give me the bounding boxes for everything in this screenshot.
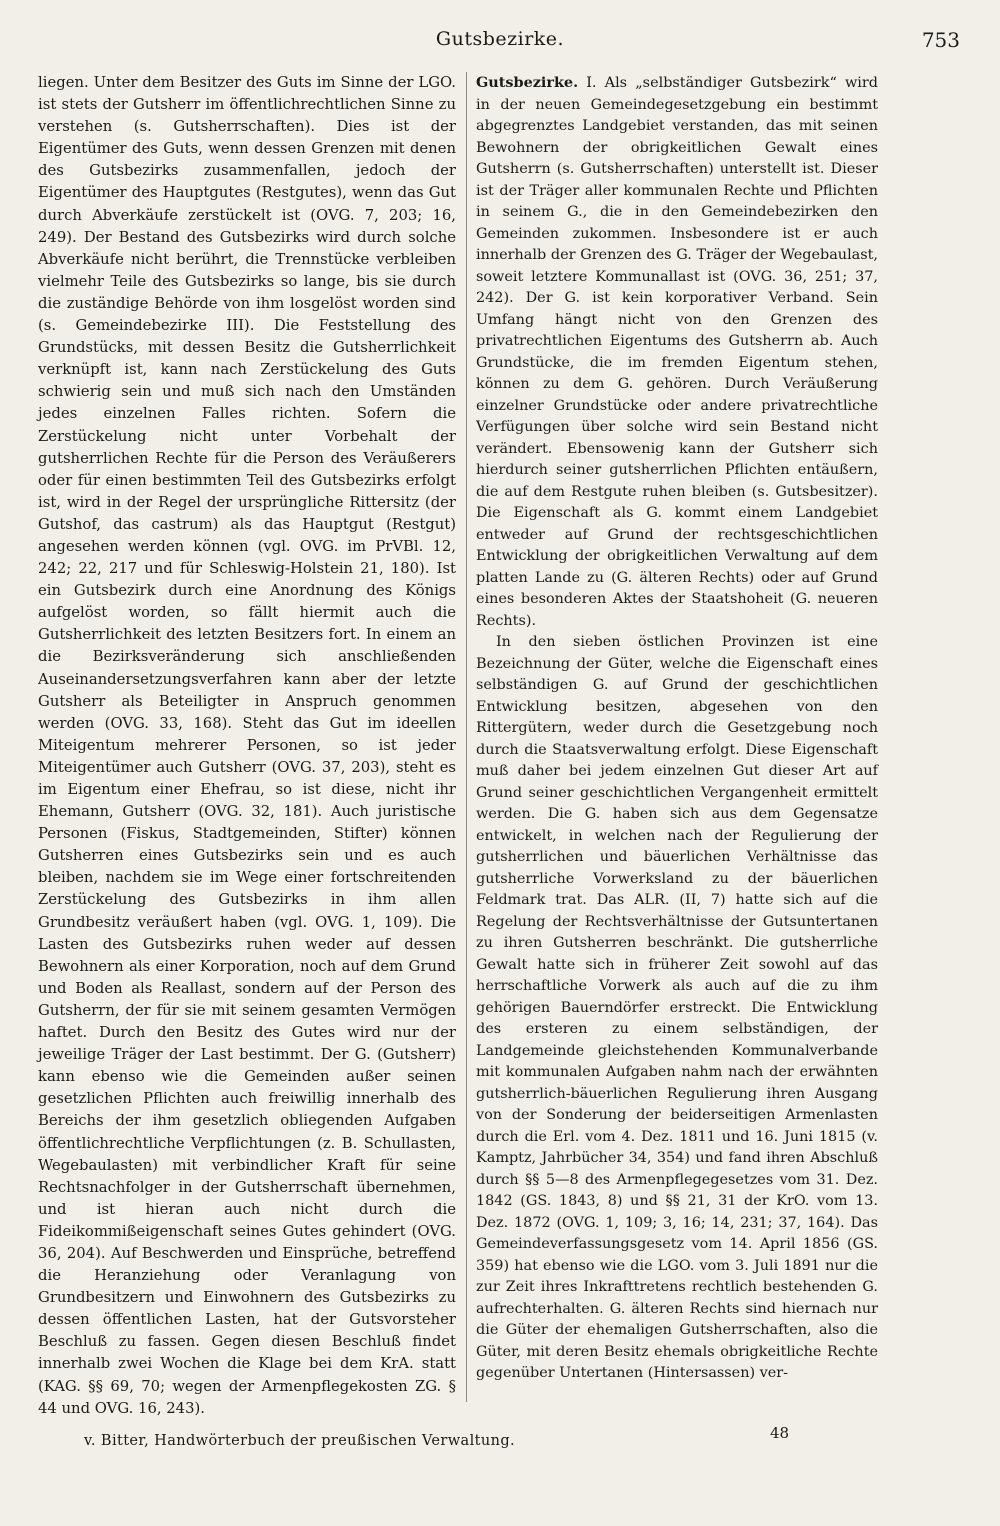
running-title: Gutsbezirke. bbox=[435, 28, 565, 50]
signature-mark: 48 bbox=[770, 1424, 790, 1442]
left-column bbox=[38, 72, 456, 1420]
left-paragraph: liegen. Unter dem Besitzer des Guts im Sinne der LGO. ist stets der Gutsherr im öffentlichrechtlichen Sinne zu verstehen (s. Gutsherrschaften). Dies ist der Eigentümer des Guts, wenn dessen Grenzen mit denen des Gutsbezirks zusammenfallen, jedoch der Eigentümer des Hauptgutes (Restgutes), wenn das Gut durch Abverkäufe zerstückelt ist (OVG. 7, 203; 16, 249). Der Bestand des Gutsbezirks wird durch solche Abverkäufe nicht berührt, die Trennstücke verbleiben vielmehr Teile des Gutsbezirks so lange, bis sie durch die zuständige Behörde von ihm losgelöst worden sind (s. Gemeindebezirke III). Die Feststellung des Grundstücks, mit dessen Besitz die Gutsherrlichkeit verknüpft ist, kann nach Zerstückelung des Guts schwierig sein und muß sich nach den Umständen jedes einzelnen Falles richten. Sofern die Zerstückelung nicht unter Vorbehalt der gutsherrlichen Rechte für die Person des Veräußerers oder für einen bestimmten Teil des Gutsbezirks erfolgt ist, wird in der Regel der ursprüngliche Rittersitz (der Gutshof, das castrum) als das Hauptgut (Restgut) angesehen werden können (vgl. OVG. im PrVBl. 12, 242; 22, 217 und für Schleswig-Holstein 21, 180). Ist ein Gutsbezirk durch eine Anordnung des Königs aufgelöst worden, so fällt hiermit auch die Gutsherrlichkeit des letzten Besitzers fort. In einem an die Bezirksveränderung sich anschließenden Auseinandersetzungsverfahren kann aber der letzte Gutsherr als Beteiligter in Anspruch genommen werden (OVG. 33, 168). Steht das Gut im ideellen Miteigentum mehrerer Personen, so ist jeder Miteigentümer auch Gutsherr (OVG. 37, 203), steht es im Eigentum einer Ehefrau, so ist diese, nicht ihr Ehemann, Gutsherr (OVG. 32, 181). Auch juristische Personen (Fiskus, Stadtgemeinden, Stifter) können Gutsherren eines Gutsbezirks sein und es auch bleiben, nachdem sie im Wege einer fortschreitenden Zerstückelung des Gutsbezirks in ihm allen Grundbesitz veräußert haben (vgl. OVG. 1, 109). Die Lasten des Gutsbezirks ruhen weder auf dessen Bewohnern als einer Korporation, noch auf dem Grund und Boden als Reallast, sondern auf der Person des Gutsherrn, der für sie mit seinem gesamten Vermögen haftet. Durch den Besitz des Gutes wird nur der jeweilige Träger der Last bestimmt. Der G. (Gutsherr) kann ebenso wie die Gemeinden außer seinen gesetzlichen Pflichten auch freiwillig innerhalb des Bereichs der ihm gesetzlich obliegenden Aufgaben öffentlichrechtliche Verpflichtungen (z. B. Schullasten, Wegebaulasten) mit verbindlicher Kraft für seine Rechtsnachfolger in der Gutsherrschaft übernehmen, und ist hieran auch nicht durch die Fideikommißeigenschaft seines Gutes gehindert (OVG. 36, 204). Auf Beschwerden und Einsprüche, betreffend die Heranziehung oder Veranlagung von Grundbesitzern und Einwohnern des Gutsbezirks zu dessen öffentlichen Lasten, hat der Gutsvorsteher Beschluß zu fassen. Gegen diesen Beschluß findet innerhalb zwei Wochen die Klage bei dem KrA. statt (KAG. §§ 69, 70; wegen der Armenpflegekosten ZG. § 44 und OVG. 16, 243). bbox=[38, 74, 456, 1417]
column-divider bbox=[466, 72, 467, 1402]
entry-intro-text: I. Als „selbständiger Gutsbezirk“ wird in der neuen Gemeindegesetzgebung ein bestimmt abgegrenztes Landgebiet verstanden, das mit seinen Bewohnern der obrigkeitlichen Gewalt eines Gutsherrn (s. Gutsherrschaften) unterstellt ist. Dieser ist der Träger aller kommunalen Rechte und Pflichten in seinem G., die in den Gemeindebezirken den Gemeinden zukommen. Insbesondere ist er auch innerhalb der Grenzen des G. Träger der Wegebaulast, soweit letztere Kommunallast ist (OVG. 36, 251; 37, 242). Der G. ist kein korporativer Verband. Sein Umfang hängt nicht von den Grenzen des privatrechtlichen Eigentums des Gutsherrn ab. Auch Grundstücke, die im fremden Eigentum stehen, können zu dem G. gehören. Durch Veräußerung einzelner Grundstücke oder andere privatrechtliche Verfügungen über solche wird sein Bestand nicht verändert. Ebensowenig kann der Gutsherr sich hierdurch seiner gutsherrlichen Pflichten entäußern, die auf dem Restgute ruhen bleiben (s. Gutsbesitzer). Die Eigenschaft als G. kommt einem Landgebiet entweder auf Grund der rechtsgeschichtlichen Entwicklung der obrigkeitlichen Verwaltung auf dem platten Lande zu (G. älteren Rechts) oder auf Grund eines besonderen Aktes der Staatshoheit (G. neueren Rechts). bbox=[476, 75, 878, 629]
entry-lemma: Gutsbezirke. bbox=[476, 74, 579, 91]
right-paragraph-2: In den sieben östlichen Provinzen ist eine Bezeichnung der Güter, welche die Eigenschaft eines selbständigen G. auf Grund der geschichtlichen Entwicklung besitzen, abgesehen von den Rittergütern, weder durch die Gesetzgebung noch durch die Staatsverwaltung erfolgt. Diese Eigenschaft muß daher bei jedem einzelnen Gut dieser Art auf Grund seiner geschichtlichen Vergangenheit ermittelt werden. Die G. haben sich aus dem Gegensatze entwickelt, in welchen nach der Regulierung der gutsherrlichen und bäuerlichen Verhältnisse das gutsherrliche Vorwerksland zu der bäuerlichen Feldmark trat. Das ALR. (II, 7) hatte sich auf die Regelung der Rechtsverhältnisse der Gutsuntertanen zu ihren Gutsherren beschränkt. Die gutsherrliche Gewalt hatte sich in früherer Zeit sowohl auf das herrschaftliche Vorwerk als auch auf die zu ihm gehörigen Bauerndörfer erstreckt. Die Entwicklung des ersteren zu einem selbständigen, der Landgemeinde gleichstehenden Kommunalverbande mit kommunalen Aufgaben nahm nach der erwähnten gutsherrlich-bäuerlichen Regulierung ihren Ausgang von der Sonderung der beiderseitigen Armenlasten durch die Erl. vom 4. Dez. 1811 und 16. Juni 1815 (v. Kamptz, Jahrbücher 34, 354) und fand ihren Abschluß durch §§ 5—8 des Armenpflegegesetzes vom 31. Dez. 1842 (GS. 1843, 8) und §§ 21, 31 der KrO. vom 13. Dez. 1872 (OVG. 1, 109; 3, 16; 14, 231; 37, 164). Das Gemeindeverfassungsgesetz vom 14. April 1856 (GS. 359) hat ebenso wie die LGO. vom 3. Juli 1891 nur die zur Zeit ihres Inkrafttretens rechtlich bestehenden G. aufrechterhalten. G. älteren Rechts sind hiernach nur die Güter der ehemaligen Gutsherrschaften, also die Güter, mit deren Besitz ehemals obrigkeitliche Rechte gegenüber Untertanen (Hintersassen) ver- bbox=[476, 634, 878, 1381]
right-column bbox=[476, 72, 878, 1420]
right-paragraph-1 bbox=[476, 72, 878, 632]
running-head bbox=[40, 28, 960, 50]
footer-source: v. Bitter, Handwörterbuch der preußischen Verwaltung. bbox=[84, 1433, 516, 1449]
page-number: 753 bbox=[921, 28, 960, 52]
